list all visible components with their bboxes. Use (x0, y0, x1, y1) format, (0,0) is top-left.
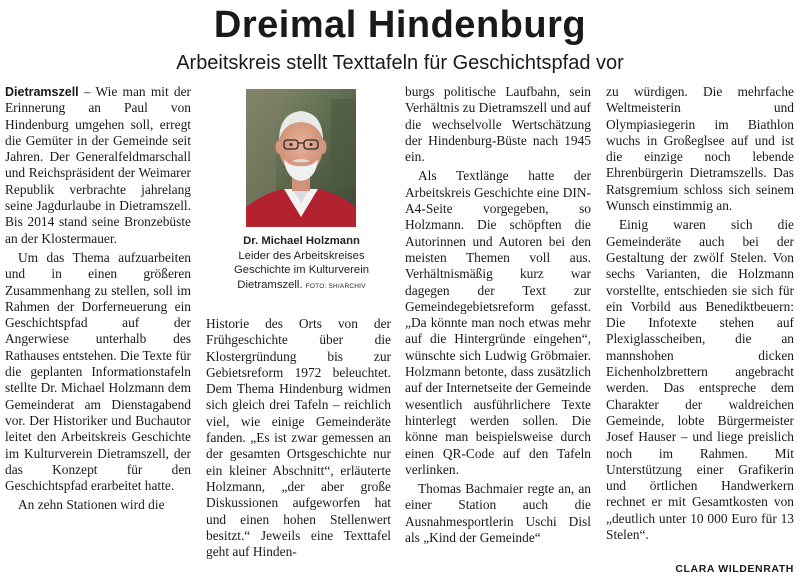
subheadline: Arbeitskreis stellt Texttafeln für Geschichtspfad vor (176, 52, 624, 74)
paragraph: burgs politische Laufbahn, sein Verhältnis zu Dietramszell und auf die wechselvolle Wertschätzung der Hindenburg-Büste nach 1945 ein. (405, 84, 591, 165)
caption-name: Dr. Michael Holzmann (243, 235, 360, 247)
paragraph: Thomas Bachmaier regte an, an einer Station auch die Ausnahmesportlerin Uschi Disl als „Kind der Gemeinde“ (405, 481, 591, 546)
paragraph (5, 84, 191, 247)
photo-credit: FOTO: SH/ARCHIV (305, 282, 366, 290)
text-column-3 (405, 84, 591, 546)
paragraph: Einig waren sich die Gemeinderäte auch bei der Gestaltung der zwölf Stelen. Von sechs Varianten, die Holzmann vorstellte, entschieden sie sich für ein Vorbild aus Benediktbeuern: Die Infotexte stehen auf Plexiglasscheiben, die an mannshohen dicken Eichenholzbrettern angebracht werden. Das entspreche dem Charakter der waldreichen Gemeinde, lobte Bürgermeister Josef Hauser – und liege preislich noch im Rahmen. Mit Unterstützung einer Grafikerin und örtlichen Handwerkern rechnet er mit Gesamtkosten von „deutlich unter 10 000 Euro für 13 Stelen“. (606, 217, 794, 543)
portrait-photo (246, 89, 356, 227)
headline: Dreimal Hindenburg (213, 4, 587, 46)
photo-caption (210, 234, 393, 294)
paragraph: Um das Thema aufzuarbeiten und in einen größeren Zusammenhang zu stellen, soll im Rahmen der Dorferneuerung ein Geschichtspfad auf der Angerwiese unterhalb des Rathauses entstehen. Die Texte für die geplanten Informationstafeln stellte Dr. Michael Holzmann dem Gemeinderat am Dienstagabend vor. Der Historiker und Buchautor leitet den Arbeitskreis Geschichte im Kulturverein Dietramszell, der das Konzept für den Geschichtspfad erarbeitet hatte. (5, 249, 191, 494)
dateline: Dietramszell (5, 85, 79, 99)
portrait-photo-icon (246, 89, 356, 227)
text-column-1 (5, 84, 191, 514)
paragraph-text: – Wie man mit der Erinnerung an Paul von Hindenburg umgehen soll, erregt die Gemüter in der Gemeinde seit Jahren. Der Generalfeldmarschall und Reichspräsident der Weimarer Republik verbrachte jahrelang seine Jagdurlaube in Dietramszell. Bis 2014 stand seine Bronzebüste an der Klostermauer. (5, 84, 191, 246)
paragraph: Historie des Orts von der Frühgeschichte über die Klostergründung bis zur Gebietsreform 1972 beleuchtet. Dem Thema Hindenburg widmen sich gleich drei Tafeln – reichlich viel, wie einige Gemeinderäte fanden. „Es ist zwar gemessen an der gesamten Ortsgeschichte nur ein kleiner Abschnitt“, erläuterte Holzmann, „der aber große Diskussionen aufgeworfen hat und einen hohen Stellenwert besitzt.“ Jeweils eine Texttafel geht auf Hinden- (206, 316, 391, 560)
author-byline: CLARA WILDENRATH (675, 563, 794, 575)
text-column-4 (606, 84, 794, 543)
paragraph: An zehn Stationen wird die (18, 497, 165, 513)
paragraph: Als Textlänge hatte der Arbeitskreis Geschichte eine DIN-A4-Seite vorgegeben, so Holzmann. Die schöpften die Autorinnen und Autoren bei den meisten Themen voll aus. Verhältnismäßig kurz war dagegen der Text zur Gemeindegebietsreform gefasst. „Da könnte man noch etwas mehr auf die Hintergründe eingehen“, wünschte sich Ludwig Gröbmaier. Holzmann betonte, dass zusätzlich auf der Internetseite der Gemeinde wesentlich ausführlichere Texte hinterlegt werden sollen. Die könne man beispielsweise durch einen QR-Code auf den Tafeln verlinken. (405, 168, 591, 477)
text-column-2 (206, 316, 391, 560)
paragraph: zu würdigen. Die mehrfache Weltmeisterin und Olympiasiegerin im Biathlon wuchs in Großeglsee auf und ist die einzige noch lebende Ehrenbürgerin Dietramszells. Das Ratsgremium schloss sich seinem Wunsch einstimmig an. (606, 84, 794, 214)
caption-text: Leider des Arbeitskreises Geschichte im Kulturverein Dietramszell. (234, 249, 369, 291)
